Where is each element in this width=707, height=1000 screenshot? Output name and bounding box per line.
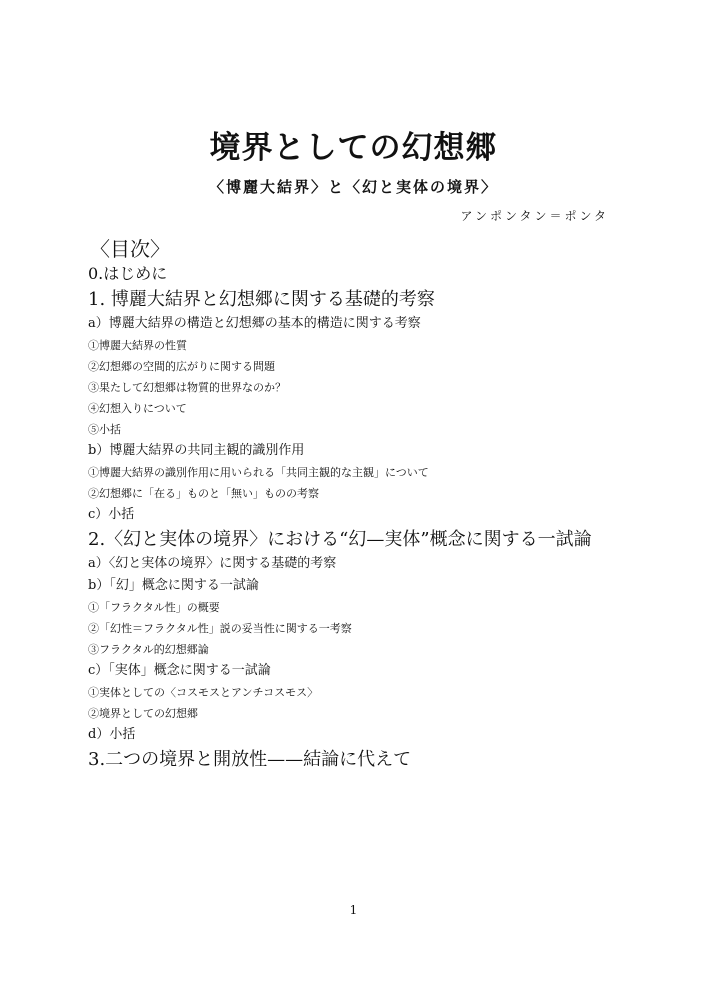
toc-entry: a）〈幻と実体の境界〉に関する基礎的考察 [88,556,337,571]
toc-entry: 3.二つの境界と開放性——結論に代えて [88,749,412,770]
toc-entry: ②「幻性＝フラクタル性」説の妥当性に関する一考察 [88,622,352,635]
toc-entry: a）博麗大結界の構造と幻想郷の基本的構造に関する考察 [88,316,421,331]
toc-entry: b）「幻」概念に関する一試論 [88,578,259,593]
table-of-contents [88,261,628,773]
toc-entry: c）小括 [88,507,135,522]
toc-entry: ④幻想入りについて [88,402,187,415]
author-name: アンポンタン＝ポンタ [460,209,609,223]
document-title: 境界としての幻想郷 [209,130,498,166]
toc-entry: ⑤小括 [88,423,121,436]
toc-entry: ①博麗大結界の識別作用に用いられる「共同主観的な主観」について [88,466,429,479]
toc-entry: ①実体としての〈コスモスとアンチコスモス〉 [88,686,319,699]
toc-entry: ①博麗大結界の性質 [88,339,187,352]
toc-entry: 0.はじめに [88,264,168,283]
toc-entry: ②幻想郷の空間的広がりに関する問題 [88,360,275,373]
page-number: 1 [349,903,358,917]
toc-entry: b）博麗大結界の共同主観的識別作用 [88,443,305,458]
toc-entry: ②幻想郷に「在る」ものと「無い」ものの考察 [88,487,319,500]
toc-entry: c）「実体」概念に関する一試論 [88,663,271,678]
toc-entry: 2.〈幻と実体の境界〉における“幻—実体”概念に関する一試論 [88,529,592,550]
toc-entry: 1. 博麗大結界と幻想郷に関する基礎的考察 [88,289,435,310]
toc-entry: ②境界としての幻想郷 [88,707,198,720]
document-subtitle: 〈博麗大結界〉と〈幻と実体の境界〉 [208,178,498,196]
toc-entry: ③フラクタル的幻想郷論 [88,643,209,656]
toc-entry: d）小括 [88,727,136,742]
toc-entry: ③果たして幻想郷は物質的世界なのか？ [88,381,286,394]
toc-heading: 〈目次〉 [90,237,170,261]
toc-entry: ①「フラクタル性」の概要 [88,601,220,614]
